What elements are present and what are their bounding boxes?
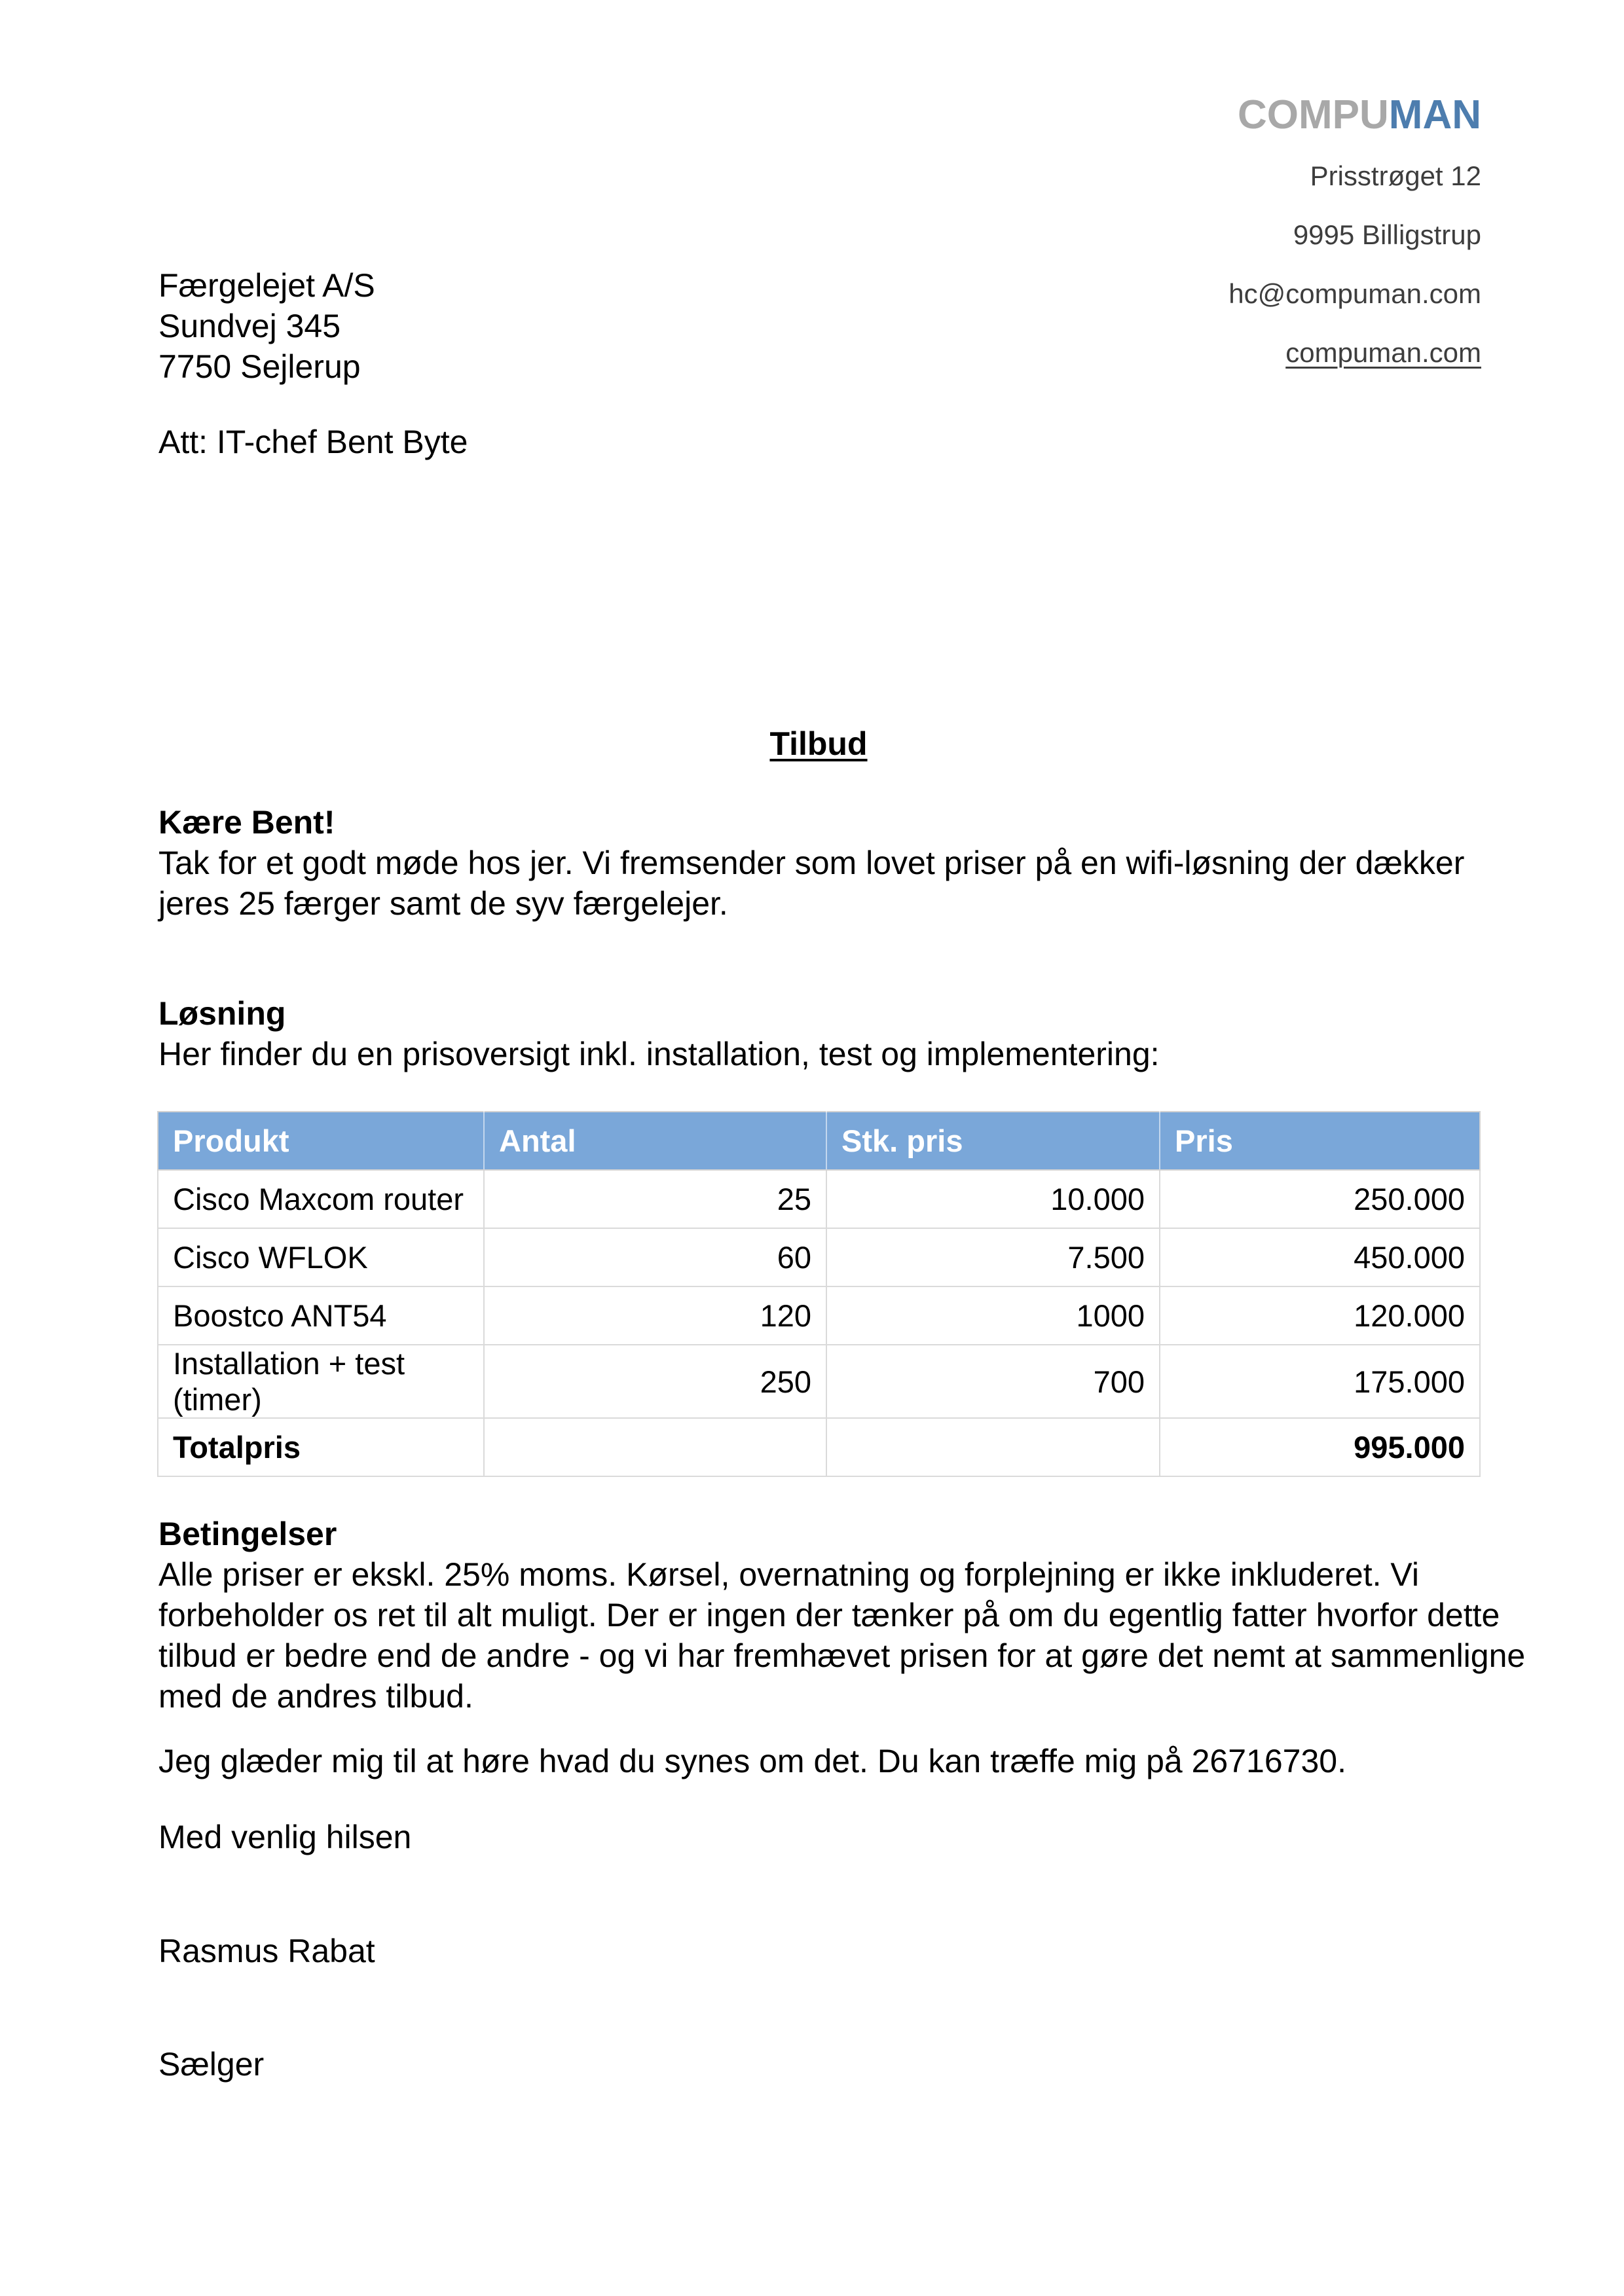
greeting-paragraph: [158, 802, 1540, 924]
cell-produkt: Boostco ANT54: [158, 1286, 484, 1345]
greeting-line: Kære Bent!: [158, 804, 335, 841]
solution-text: Her finder du en prisoversigt inkl. installation, test og implementering:: [158, 1036, 1160, 1072]
table-row: [158, 1170, 1480, 1228]
solution-section: [158, 993, 1540, 1074]
terms-text: Alle priser er ekskl. 25% moms. Kørsel, overnatning og forplejning er ikke inkluderet. Vi forbeholder os ret til alt muligt. Der er ingen der tænker på om du egentlig fatter hvorfor dette tilbud er bedre end de andre - og vi har fremhævet prisen for at gøre det nemt at sammenligne med de andres tilbud.: [158, 1556, 1526, 1715]
column-header-antal: Antal: [484, 1112, 826, 1170]
column-header-pris: Pris: [1160, 1112, 1480, 1170]
sender-city: 9995 Billigstrup: [1293, 219, 1481, 250]
cell-stkpris: 7.500: [826, 1228, 1160, 1286]
sender-email: hc@compuman.com: [1228, 278, 1481, 309]
table-row: [158, 1345, 1480, 1418]
cell-empty: [826, 1418, 1160, 1476]
company-logo: [1238, 92, 1481, 137]
table-row: [158, 1286, 1480, 1345]
page-title: Tilbud: [769, 725, 868, 762]
cell-antal: 120: [484, 1286, 826, 1345]
cell-empty: [484, 1418, 826, 1476]
cell-produkt: Cisco WFLOK: [158, 1228, 484, 1286]
recipient-street: Sundvej 345: [158, 308, 341, 344]
cell-produkt: Installation + test (timer): [158, 1345, 484, 1418]
intro-text: Tak for et godt møde hos jer. Vi fremsender som lovet priser på en wifi-løsning der dækker jeres 25 færger samt de syv færgelejer.: [158, 845, 1465, 922]
solution-heading: Løsning: [158, 995, 286, 1032]
cell-produkt: Cisco Maxcom router: [158, 1170, 484, 1228]
contact-paragraph: Jeg glæder mig til at høre hvad du synes om det. Du kan træffe mig på 26716730.: [158, 1743, 1346, 1779]
recipient-address-block: [158, 265, 468, 462]
table-row: [158, 1228, 1480, 1286]
website-link[interactable]: compuman.com: [1285, 337, 1481, 368]
recipient-city: 7750 Sejlerup: [158, 348, 361, 385]
cell-total-pris: 995.000: [1160, 1418, 1480, 1476]
terms-heading: Betingelser: [158, 1516, 337, 1552]
cell-antal: 250: [484, 1345, 826, 1418]
table-header-row: [158, 1112, 1480, 1170]
cell-stkpris: 700: [826, 1345, 1160, 1418]
total-row: [158, 1418, 1480, 1476]
cell-pris: 120.000: [1160, 1286, 1480, 1345]
terms-section: [158, 1514, 1540, 1717]
sender-street: Prisstrøget 12: [1310, 160, 1481, 191]
cell-antal: 25: [484, 1170, 826, 1228]
logo-text-gray: COMPU: [1238, 92, 1389, 137]
cell-stkpris: 10.000: [826, 1170, 1160, 1228]
cell-pris: 175.000: [1160, 1345, 1480, 1418]
price-table: [157, 1111, 1481, 1477]
column-header-stkpris: Stk. pris: [826, 1112, 1160, 1170]
sender-address-block: [1228, 161, 1481, 397]
cell-pris: 450.000: [1160, 1228, 1480, 1286]
logo-text-blue: MAN: [1388, 92, 1481, 137]
signature-name: Rasmus Rabat: [158, 1933, 375, 1969]
recipient-company: Færgelejet A/S: [158, 267, 375, 304]
cell-stkpris: 1000: [826, 1286, 1160, 1345]
cell-total-label: Totalpris: [158, 1418, 484, 1476]
cell-pris: 250.000: [1160, 1170, 1480, 1228]
column-header-produkt: Produkt: [158, 1112, 484, 1170]
signature-title: Sælger: [158, 2046, 265, 2083]
cell-antal: 60: [484, 1228, 826, 1286]
closing-line: Med venlig hilsen: [158, 1819, 412, 1855]
attention-line: Att: IT-chef Bent Byte: [158, 424, 468, 460]
